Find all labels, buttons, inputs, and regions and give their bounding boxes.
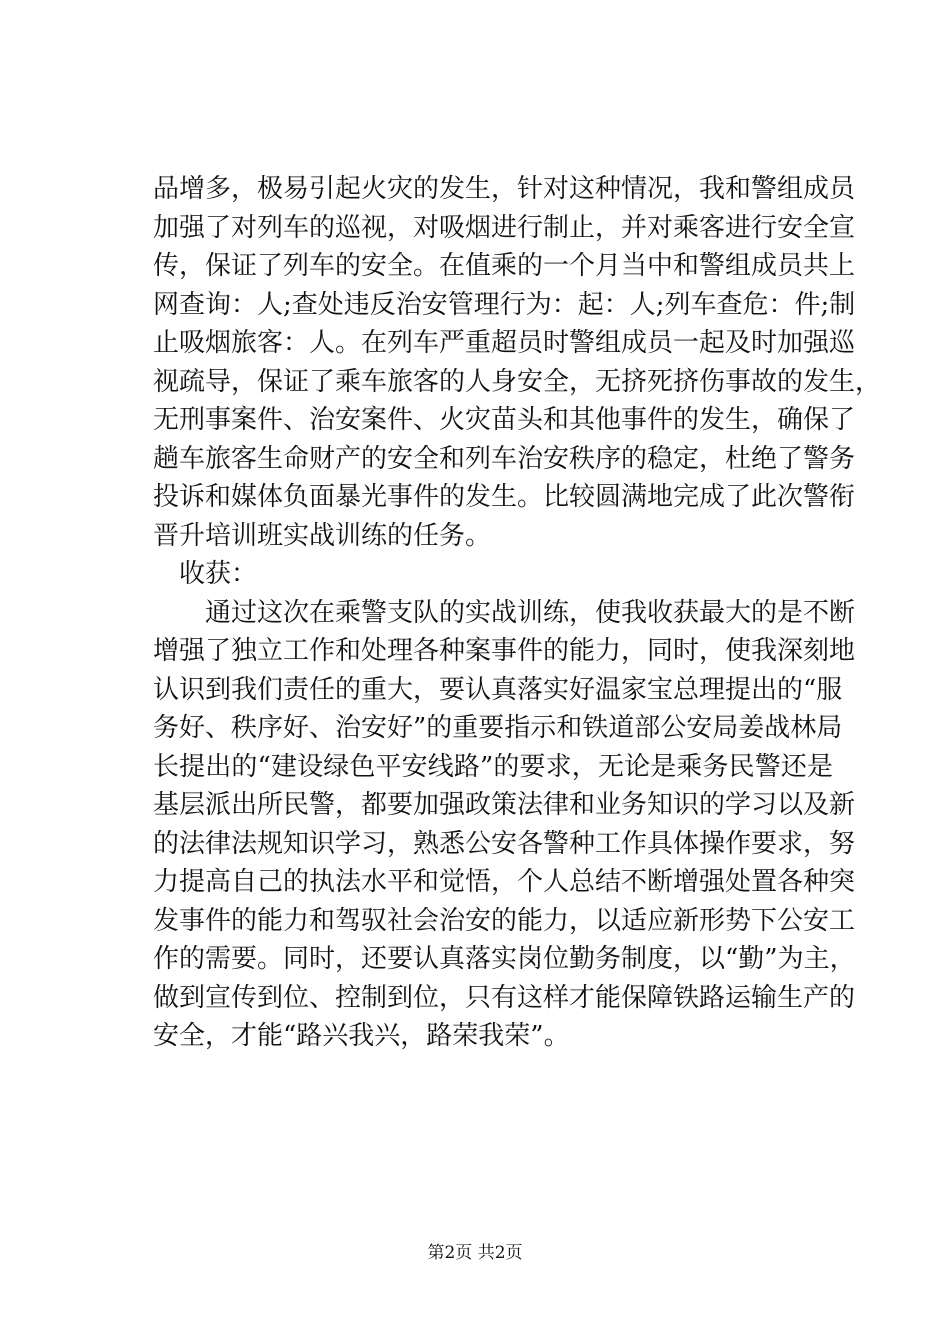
paragraph-line: 网查询：人;查处违反治安管理行为：起：人;列车查危：件;制 <box>153 289 856 320</box>
paragraph-line: 力提高自己的执法水平和觉悟，个人总结不断增强处置各种突 <box>153 867 856 897</box>
paragraph-line: 无刑事案件、治安案件、火灾苗头和其他事件的发生，确保了 <box>153 405 856 435</box>
paragraph-line: 作的需要。同时，还要认真落实岗位勤务制度，以“勤”为主， <box>153 944 856 974</box>
paragraph-line: 视疏导，保证了乘车旅客的人身安全，无挤死挤伤事故的发生， <box>153 366 882 397</box>
paragraph-line: 基层派出所民警，都要加强政策法律和业务知识的学习以及新 <box>153 790 856 820</box>
paragraph-line: 长提出的“建设绿色平安线路”的要求，无论是乘务民警还是 <box>153 751 833 782</box>
paragraph-line: 投诉和媒体负面暴光事件的发生。比较圆满地完成了此次警衔 <box>153 482 856 512</box>
paragraph-line: 务好、秩序好、治安好”的重要指示和铁道部公安局姜战林局 <box>153 713 843 743</box>
paragraph-line: 品增多，极易引起火灾的发生，针对这种情况，我和警组成员 <box>153 174 856 204</box>
paragraph-line: 加强了对列车的巡视，对吸烟进行制止，并对乘客进行安全宣 <box>153 212 856 243</box>
page-number-indicator: 第2页 共2页 <box>427 1243 523 1263</box>
paragraph-line: 止吸烟旅客：人。在列车严重超员时警组成员一起及时加强巡 <box>153 328 856 358</box>
paragraph-line: 的法律法规知识学习，熟悉公安各警种工作具体操作要求，努 <box>153 828 856 859</box>
paragraph-line: 趟车旅客生命财产的安全和列车治安秩序的稳定，杜绝了警务 <box>153 443 856 474</box>
paragraph-line: 做到宣传到位、控制到位，只有这样才能保障铁路运输生产的 <box>153 982 856 1013</box>
paragraph-line: 增强了独立工作和处理各种案事件的能力，同时，使我深刻地 <box>153 636 856 666</box>
page-footer <box>0 1242 950 1264</box>
paragraph-line: 传，保证了列车的安全。在值乘的一个月当中和警组成员共上 <box>153 251 856 281</box>
section-heading-harvest: 收获： <box>179 559 258 589</box>
paragraph-line: 发事件的能力和驾驭社会治安的能力，以适应新形势下公安工 <box>153 905 856 936</box>
paragraph-line: 安全，才能“路兴我兴，路荣我荣”。 <box>153 1021 570 1051</box>
document-body <box>153 170 882 1056</box>
paragraph-line: 认识到我们责任的重大，要认真落实好温家宝总理提出的“服 <box>153 674 843 705</box>
paragraph-line: 通过这次在乘警支队的实战训练，使我收获最大的是不断 <box>153 597 856 628</box>
paragraph-line: 晋升培训班实战训练的任务。 <box>153 520 492 551</box>
